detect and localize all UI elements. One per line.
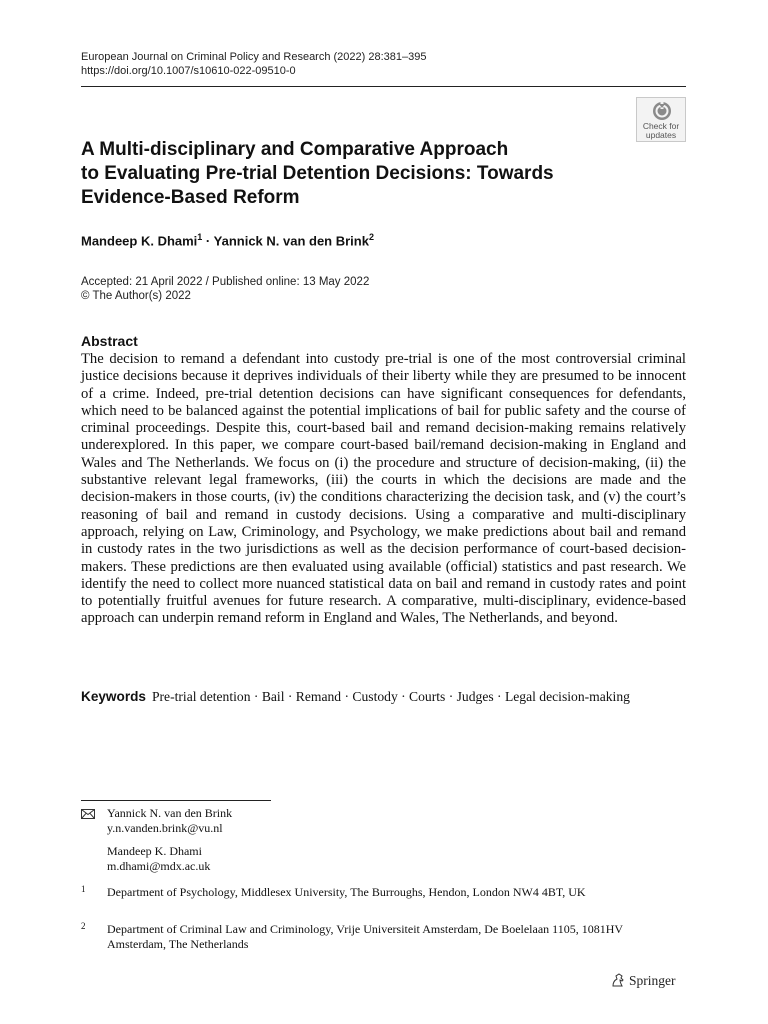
footnote-rule bbox=[81, 800, 271, 801]
author-list bbox=[81, 232, 374, 248]
abstract-text: The decision to remand a defendant into custody pre-trial is one of the most controversial criminal justice decisions because it deprives individuals of their liberty while they are presumed to be innocent of a crime. Indeed, pre-trial detention decisions can have significant consequences for defendants, which need to be balanced against the potential implications of bail for public safety and the course of criminal proceedings. Despite this, court-based bail and remand decision-making remains relatively underexplored. In this paper, we compare court-based bail/remand decision-making in England and Wales and The Netherlands. We focus on (i) the procedure and structure of decision-making, (ii) the substantive relevant legal frameworks, (iii) the courts in which the decisions are made and the decision-makers in those courts, (iv) the conditions characterizing the decision task, and (v) the court’s reasoning of bail and remand in custody decisions. Using a comparative and multi-disciplinary approach, relying on Law, Criminology, and Psychology, we make predictions about bail and remand in custody rates in the two jurisdictions as well as the decision performance of court-based decision-makers. These predictions are then evaluated using available (official) statistics and past research. We identify the need to collect more nuanced statistical data on bail and remand in custody rates and point to potentially fruitful avenues for future research. A comparative, multi-disciplinary, evidence-based approach can underpin remand reform in England and Wales, The Netherlands, and beyond. bbox=[81, 351, 686, 627]
title-line-1: A Multi-disciplinary and Comparative Approach bbox=[81, 139, 509, 160]
second-author-contact bbox=[107, 844, 210, 873]
author-2-affiliation: 2 bbox=[368, 232, 374, 242]
author-1-affiliation: 1 bbox=[197, 232, 203, 242]
doi-link[interactable]: https://doi.org/10.1007/s10610-022-09510-0 bbox=[81, 65, 296, 77]
author-2[interactable]: Yannick N. van den Brink bbox=[213, 233, 369, 249]
journal-citation: European Journal on Criminal Policy and Research (2022) 28:381–395 bbox=[81, 51, 427, 63]
badge-line-1: Check for bbox=[642, 121, 680, 131]
check-for-updates-icon bbox=[652, 101, 672, 121]
copyright: © The Author(s) 2022 bbox=[81, 290, 191, 302]
affiliation-1: Department of Psychology, Middlesex University, The Burroughs, Hendon, London NW4 4BT, UK bbox=[107, 885, 586, 899]
corresponding-author-contact bbox=[107, 806, 232, 835]
author-separator: · bbox=[202, 233, 214, 249]
affiliation-2-number: 2 bbox=[81, 921, 86, 931]
contact-2-email[interactable]: m.dhami@mdx.ac.uk bbox=[107, 858, 211, 873]
contact-1-name: Yannick N. van den Brink bbox=[107, 806, 233, 820]
publication-dates bbox=[81, 275, 369, 303]
title-line-3: Evidence-Based Reform bbox=[81, 187, 300, 208]
check-for-updates-badge[interactable] bbox=[636, 97, 686, 142]
keywords-list: Pre-trial detention · Bail · Remand · Custody · Courts · Judges · Legal decision-making bbox=[151, 689, 630, 704]
affiliation-1-number: 1 bbox=[81, 884, 86, 894]
keywords-label: Keywords bbox=[81, 689, 146, 704]
affiliation-2: Department of Criminal Law and Criminology, Vrije Universiteit Amsterdam, De Boelelaan 1105, 1081HV Amsterdam, The Netherlands bbox=[107, 922, 623, 951]
paper-title bbox=[81, 138, 611, 210]
abstract-heading: Abstract bbox=[81, 333, 138, 349]
publisher-logo bbox=[610, 973, 676, 989]
accepted-published: Accepted: 21 April 2022 / Published online: 13 May 2022 bbox=[81, 276, 370, 288]
contact-1-email[interactable]: y.n.vanden.brink@vu.nl bbox=[107, 820, 223, 835]
badge-line-2: updates bbox=[645, 130, 677, 140]
journal-header bbox=[81, 50, 427, 78]
author-1[interactable]: Mandeep K. Dhami bbox=[81, 233, 198, 249]
contact-2-name: Mandeep K. Dhami bbox=[107, 844, 202, 858]
title-line-2: to Evaluating Pre-trial Detention Decisions: Towards bbox=[81, 163, 554, 184]
publisher-name: Springer bbox=[629, 973, 676, 988]
keywords bbox=[81, 689, 630, 705]
header-rule bbox=[81, 86, 686, 87]
envelope-icon bbox=[81, 809, 95, 819]
springer-horse-icon bbox=[610, 973, 625, 988]
